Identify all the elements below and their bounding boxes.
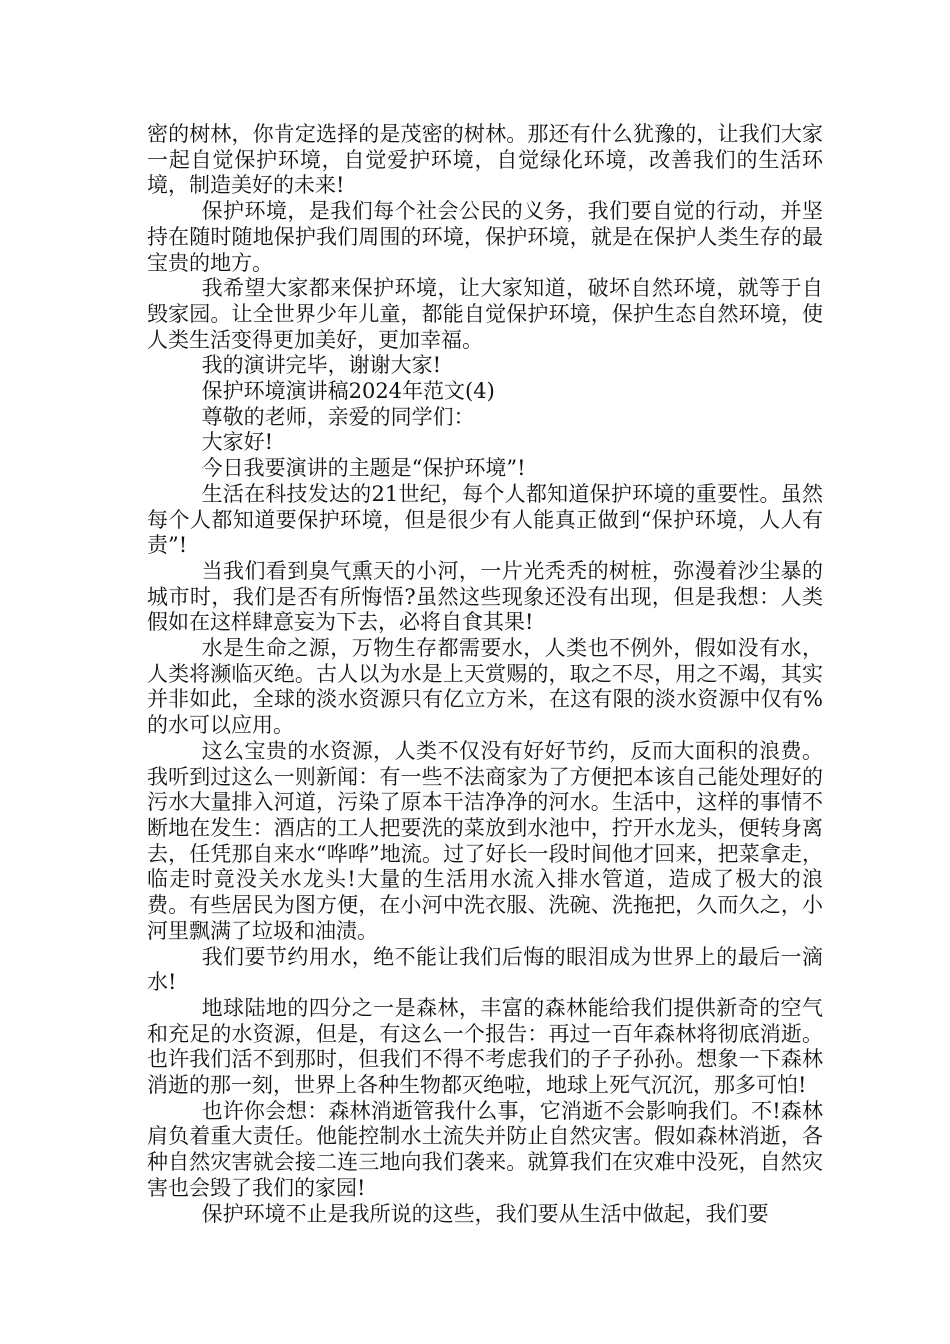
paragraph-2: 保护环境，是我们每个社会公民的义务，我们要自觉的行动，并坚持在随时随地保护我们周围的环境，保护环境，就是在保护人类生存的最宝贵的地方。 bbox=[147, 199, 823, 275]
paragraph-closing: 我的演讲完毕，谢谢大家! bbox=[201, 353, 442, 378]
paragraph-12: 这么宝贵的水资源，人类不仅没有好好节约，反而大面积的浪费。我听到过这么一则新闻：有一些不法商家为了方便把本该自己能处理好的污水大量排入河道，污染了原本干洁净净的河水。生活中，这样的事情不断地在发生：酒店的工人把要洗的菜放到水池中，拧开水龙头，便转身离去，任凭那自来水“哗哗”地流。过了好长一段时间他才回来，把菜拿走，临走时竟没关水龙头!大量的生活用水流入排水管道，造成了极大的浪费。有些居民为图方便，在小河中洗衣服、洗碗、洗拖把，久而久之，小河里飘满了垃圾和油渍。 bbox=[147, 738, 823, 943]
topic-statement: 今日我要演讲的主题是“保护环境”! bbox=[201, 456, 526, 481]
paragraph-15: 也许你会想：森林消逝管我什么事，它消逝不会影响我们。不!森林肩负着重大责任。他能控制水土流失并防止自然灾害。假如森林消逝，各种自然灾害就会接二连三地向我们袭来。就算我们在灾难中没死，自然灾害也会毁了我们的家园! bbox=[147, 1098, 823, 1200]
paragraph-10: 当我们看到臭气熏天的小河，一片光秃秃的树桩，弥漫着沙尘暴的城市时，我们是否有所悔悟?虽然这些现象还没有出现，但是我想：人类假如在这样肆意妄为下去，必将自食其果! bbox=[147, 558, 823, 635]
paragraph-16: 保护环境不止是我所说的这些，我们要从生活中做起，我们要 bbox=[201, 1201, 769, 1226]
paragraph-14: 地球陆地的四分之一是森林，丰富的森林能给我们提供新奇的空气和充足的水资源，但是，有这么一个报告：再过一百年森林将彻底消逝。也许我们活不到那时，但我们不得不考虑我们的子子孙孙。想象一下森林消逝的那一刻，世界上各种生物都灭绝啦，地球上死气沉沉，那多可怕! bbox=[147, 995, 823, 1098]
paragraph-13: 我们要节约用水，绝不能让我们后悔的眼泪成为世界上的最后一滴水! bbox=[147, 944, 823, 995]
paragraph-9: 生活在科技发达的21世纪，每个人都知道保护环境的重要性。虽然每个人都知道要保护环境，但是很少有人能真正做到“保护环境，人人有责”! bbox=[147, 481, 823, 558]
paragraph-3: 我希望大家都来保护环境，让大家知道，破坏自然环境，就等于自毁家园。让全世界少年儿童，都能自觉保护环境，保护生态自然环境，使人类生活变得更加美好，更加幸福。 bbox=[147, 276, 823, 352]
greeting: 大家好! bbox=[201, 430, 274, 455]
document-page bbox=[147, 122, 823, 1227]
paragraph-1: 密的树林，你肯定选择的是茂密的树林。那还有什么犹豫的，让我们大家一起自觉保护环境，自觉爱护环境，自觉绿化环境，改善我们的生活环境，制造美好的未来! bbox=[147, 122, 823, 198]
salutation: 尊敬的老师，亲爱的同学们： bbox=[201, 404, 475, 429]
paragraph-11: 水是生命之源，万物生存都需要水，人类也不例外，假如没有水，人类将濒临灭绝。古人以为水是上天赏赐的，取之不尽，用之不竭，其实并非如此，全球的淡水资源只有亿立方米，在这有限的淡水资源中仅有%的水可以应用。 bbox=[147, 636, 823, 738]
section-title: 保护环境演讲稿2024年范文(4) bbox=[201, 379, 495, 404]
